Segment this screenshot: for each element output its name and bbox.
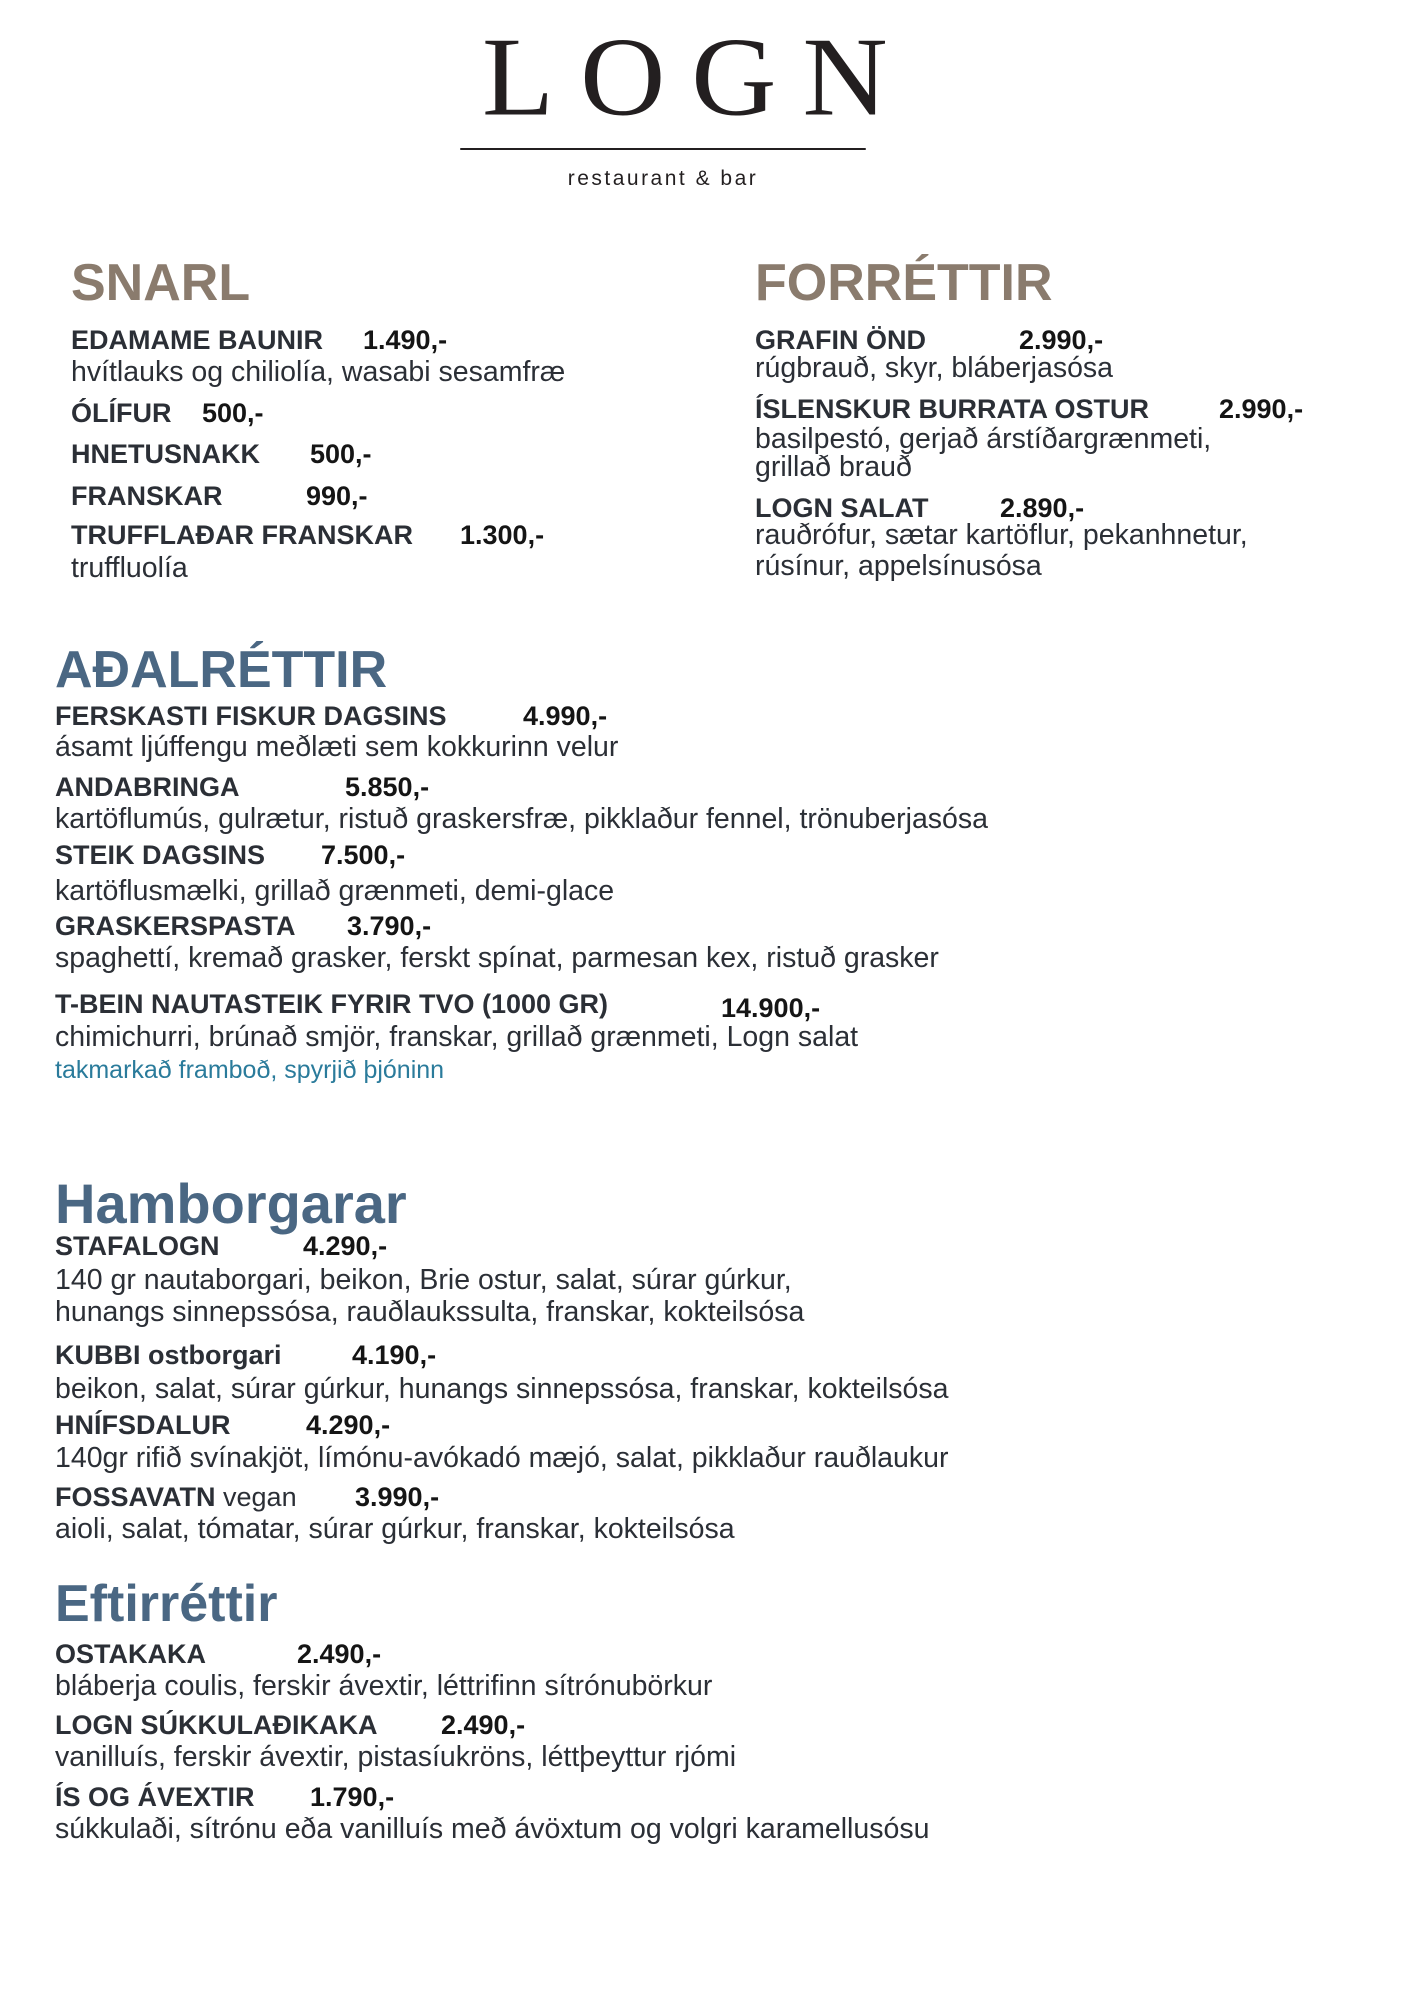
menu-item-description: aioli, salat, tómatar, súrar gúrkur, franskar, kokteilsósa bbox=[55, 1513, 735, 1545]
menu-item-price: 990,- bbox=[306, 481, 368, 511]
menu-item-price: 500,- bbox=[202, 398, 264, 428]
menu-item-price: 500,- bbox=[310, 439, 372, 469]
menu-item-name: KUBBI ostborgari 4.190,- bbox=[55, 1340, 437, 1370]
menu-item-description: bláberja coulis, ferskir ávextir, léttrifinn sítrónubörkur bbox=[55, 1670, 713, 1702]
menu-item-name: LOGN SÚKKULAÐIKAKA 2.490,- bbox=[55, 1710, 526, 1740]
menu-item-price: 1.490,- bbox=[363, 325, 448, 355]
menu-item-name: GRAFIN ÖND 2.990,- bbox=[755, 325, 1104, 355]
menu-item-name: OSTAKAKA 2.490,- bbox=[55, 1639, 382, 1669]
menu-item-price: 3.790,- bbox=[347, 911, 432, 941]
menu-item-name: ÓLÍFUR 500,- bbox=[71, 398, 264, 428]
restaurant-logo: LOGN bbox=[482, 14, 914, 140]
menu-item-name: ÍSLENSKUR BURRATA OSTUR 2.990,- bbox=[755, 394, 1304, 424]
menu-item-price: 5.850,- bbox=[345, 772, 430, 802]
menu-item-description: beikon, salat, súrar gúrkur, hunangs sinnepssósa, franskar, kokteilsósa bbox=[55, 1373, 949, 1405]
menu-item-description: 140gr rifið svínakjöt, límónu-avókadó mæjó, salat, pikklaður rauðlaukur bbox=[55, 1442, 949, 1474]
menu-item-price: 4.990,- bbox=[523, 701, 608, 731]
menu-item-price: 7.500,- bbox=[321, 840, 406, 870]
menu-item-name: FOSSAVATN vegan 3.990,- bbox=[55, 1482, 440, 1512]
menu-item-description: spaghettí, kremað grasker, ferskt spínat, parmesan kex, ristuð grasker bbox=[55, 942, 939, 974]
menu-item-description: chimichurri, brúnað smjör, franskar, grillað grænmeti, Logn salat bbox=[55, 1021, 859, 1053]
section-title-eftirrettir: Eftirréttir bbox=[55, 1575, 278, 1633]
availability-note: takmarkað framboð, spyrjið þjóninn bbox=[55, 1056, 445, 1084]
menu-item-description: grillað brauð bbox=[755, 451, 912, 483]
menu-item-description: rauðrófur, sætar kartöflur, pekanhnetur, bbox=[755, 519, 1248, 551]
menu-item-description: súkkulaði, sítrónu eða vanilluís með ávöxtum og volgri karamellusósu bbox=[55, 1813, 930, 1845]
menu-item-price: 3.990,- bbox=[355, 1482, 440, 1512]
menu-item-name: EDAMAME BAUNIR 1.490,- bbox=[71, 325, 448, 355]
menu-item-price: 1.300,- bbox=[460, 520, 545, 550]
section-title-forrettir: FORRÉTTIR bbox=[755, 254, 1053, 312]
menu-item-tag: vegan bbox=[223, 1482, 297, 1512]
menu-item-description: ásamt ljúffengu meðlæti sem kokkurinn velur bbox=[55, 731, 619, 763]
section-title-snarl: SNARL bbox=[71, 254, 251, 312]
menu-item-price: 2.990,- bbox=[1219, 394, 1304, 424]
menu-item-description: kartöflumús, gulrætur, ristuð graskersfræ, pikklaður fennel, trönuberjasósa bbox=[55, 803, 988, 835]
menu-item-description: truffluolía bbox=[71, 552, 188, 584]
menu-item-name: ÍS OG ÁVEXTIR 1.790,- bbox=[55, 1782, 395, 1812]
menu-item-name: STEIK DAGSINS 7.500,- bbox=[55, 840, 406, 870]
menu-item-description: hunangs sinnepssósa, rauðlaukssulta, franskar, kokteilsósa bbox=[55, 1296, 805, 1328]
section-title-adalrettir: AÐALRÉTTIR bbox=[55, 641, 388, 699]
menu-item-price: 4.290,- bbox=[303, 1231, 388, 1261]
menu-item-price: 2.490,- bbox=[297, 1639, 382, 1669]
menu-item-name: GRASKERSPASTA 3.790,- bbox=[55, 911, 432, 941]
menu-item-price: 2.490,- bbox=[441, 1710, 526, 1740]
menu-item-price: 1.790,- bbox=[310, 1782, 395, 1812]
logo-divider bbox=[460, 148, 866, 150]
menu-item-name: STAFALOGN 4.290,- bbox=[55, 1231, 388, 1261]
menu-item-name: FERSKASTI FISKUR DAGSINS 4.990,- bbox=[55, 701, 608, 731]
menu-item-description: kartöflusmælki, grillað grænmeti, demi-glace bbox=[55, 875, 615, 907]
menu-item-description: rúgbrauð, skyr, bláberjasósa bbox=[755, 352, 1114, 384]
menu-item-name: HNÍFSDALUR 4.290,- bbox=[55, 1410, 391, 1440]
menu-item-name: LOGN SALAT 2.890,- bbox=[755, 493, 1085, 523]
menu-item-price: 2.890,- bbox=[1000, 493, 1085, 523]
menu-item-price: 14.900,- bbox=[721, 993, 821, 1023]
menu-item-description: basilpestó, gerjað árstíðargrænmeti, bbox=[755, 423, 1212, 455]
menu-item-description: vanilluís, ferskir ávextir, pistasíukröns, léttþeyttur rjómi bbox=[55, 1741, 737, 1773]
restaurant-tagline: restaurant & bar bbox=[567, 167, 759, 190]
menu-item-price: 2.990,- bbox=[1019, 325, 1104, 355]
menu-item-description: hvítlauks og chiliolía, wasabi sesamfræ bbox=[71, 356, 566, 388]
menu-item-description: rúsínur, appelsínusósa bbox=[755, 550, 1042, 582]
menu-item-name: ANDABRINGA 5.850,- bbox=[55, 772, 430, 802]
section-title-hamborgarar: Hamborgarar bbox=[55, 1172, 407, 1235]
menu-item-name: FRANSKAR 990,- bbox=[71, 481, 368, 511]
menu-item-name: TRUFFLAÐAR FRANSKAR 1.300,- bbox=[71, 520, 545, 550]
menu-item-price: 4.290,- bbox=[306, 1410, 391, 1440]
menu-item-name: T-BEIN NAUTASTEIK FYRIR TVO (1000 GR) 14.900,- bbox=[55, 989, 821, 1023]
menu-item-description: 140 gr nautaborgari, beikon, Brie ostur, salat, súrar gúrkur, bbox=[55, 1264, 792, 1296]
menu-item-name: HNETUSNAKK 500,- bbox=[71, 439, 372, 469]
menu-item-price: 4.190,- bbox=[352, 1340, 437, 1370]
